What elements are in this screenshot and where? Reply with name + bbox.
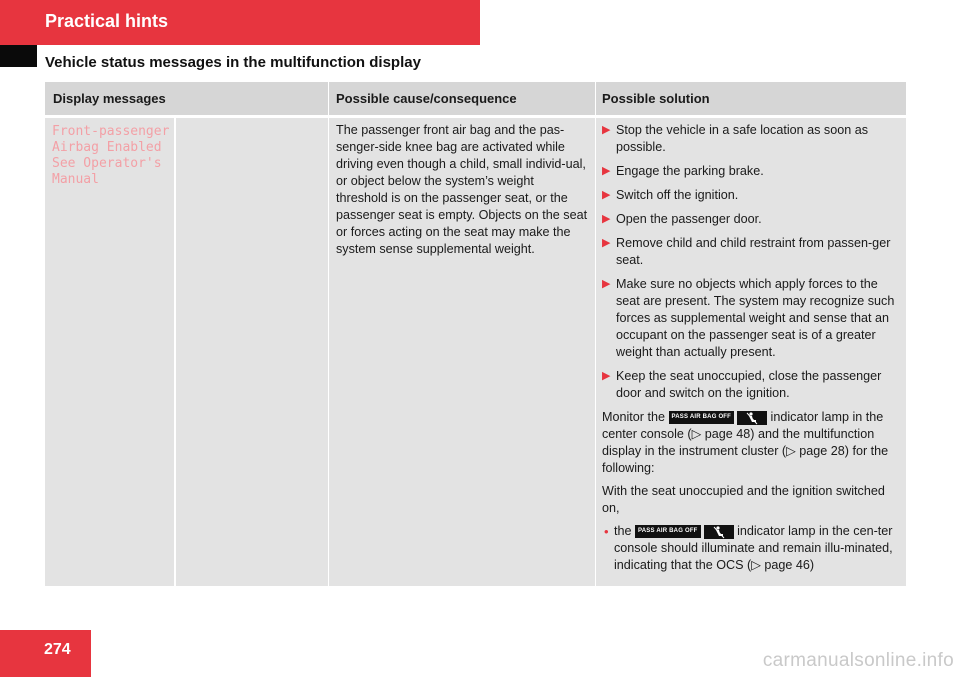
section-tab-marker bbox=[0, 45, 37, 67]
display-message-line: Manual bbox=[52, 172, 99, 187]
column-header-solution bbox=[596, 82, 906, 115]
solution-step: ▶ Engage the parking brake. bbox=[602, 164, 764, 178]
column-header-display-messages bbox=[45, 82, 328, 115]
triangle-right-icon: ▶ bbox=[602, 124, 611, 136]
cause-text: The passenger front air bag and the pas-senger-side knee bag are activated while driving even though a child, small individ-ual, or object below the system’s weight threshold is on the passenger seat, or the passenger seat is empty. Objects on the seat or forces acting on the seat may make the system sense supplemental weight. bbox=[336, 123, 588, 256]
child-seat-icon bbox=[737, 411, 767, 425]
display-message-line: Front-passenger bbox=[52, 124, 170, 139]
column-header-label: Possible solution bbox=[602, 91, 710, 106]
solution-step: ▶ Make sure no objects which apply forces to the seat are present. The system may recognize such forces as supplemental weight and sense that an occupant on the passenger seat is of a greater weight than actually present. bbox=[602, 277, 895, 359]
status-messages-table bbox=[45, 82, 906, 586]
column-header-label: Possible cause/consequence bbox=[336, 91, 517, 106]
triangle-right-icon: ▶ bbox=[602, 237, 611, 249]
bullet-dot-icon: • bbox=[604, 524, 609, 539]
cause-cell bbox=[329, 118, 595, 586]
triangle-right-icon: ▶ bbox=[602, 213, 611, 225]
monitor-paragraph: Monitor the PASS AIR BAG OFF indicator lamp in the center console (▷ page 48) and the multifunction display in the instrument cluster (▷ page 28) for the following: bbox=[602, 410, 889, 475]
display-message-text bbox=[45, 118, 174, 188]
triangle-right-icon: ▶ bbox=[602, 278, 611, 290]
seat-condition-paragraph: With the seat unoccupied and the ignition switched on, bbox=[602, 484, 885, 515]
solution-step: ▶ Open the passenger door. bbox=[602, 212, 762, 226]
page-subtitle: Vehicle status messages in the multifunction display bbox=[45, 54, 421, 71]
display-message-line: See Operator's bbox=[52, 156, 162, 171]
triangle-right-icon: ▶ bbox=[602, 189, 611, 201]
child-seat-icon bbox=[704, 525, 734, 539]
column-header-label: Display messages bbox=[53, 91, 166, 106]
page-number: 274 bbox=[44, 641, 71, 658]
solution-step: ▶ Keep the seat unoccupied, close the passenger door and switch on the ignition. bbox=[602, 369, 882, 400]
triangle-right-icon: ▶ bbox=[602, 370, 611, 382]
pass-air-bag-off-badge: PASS AIR BAG OFF bbox=[635, 525, 701, 538]
solution-step: ▶ Stop the vehicle in a safe location as soon as possible. bbox=[602, 123, 869, 154]
indicator-bullet: • the PASS AIR BAG OFF indicator lamp in the cen-ter console should illuminate and remain illu-minated, indicating that the OCS (▷ page 46) bbox=[604, 524, 893, 572]
solution-step: ▶ Switch off the ignition. bbox=[602, 188, 739, 202]
section-title: Practical hints bbox=[45, 11, 169, 31]
display-message-cell bbox=[45, 118, 174, 586]
watermark: carmanualsonline.info bbox=[762, 650, 954, 671]
solution-step: ▶ Remove child and child restraint from passen-ger seat. bbox=[602, 236, 891, 267]
solution-content bbox=[596, 118, 906, 574]
solution-cell bbox=[596, 118, 906, 586]
display-message-cell-spacer bbox=[176, 118, 328, 586]
display-message-line: Airbag Enabled bbox=[52, 140, 162, 155]
pass-air-bag-off-badge: PASS AIR BAG OFF bbox=[669, 411, 735, 424]
triangle-right-icon: ▶ bbox=[602, 165, 611, 177]
column-header-cause bbox=[329, 82, 595, 115]
